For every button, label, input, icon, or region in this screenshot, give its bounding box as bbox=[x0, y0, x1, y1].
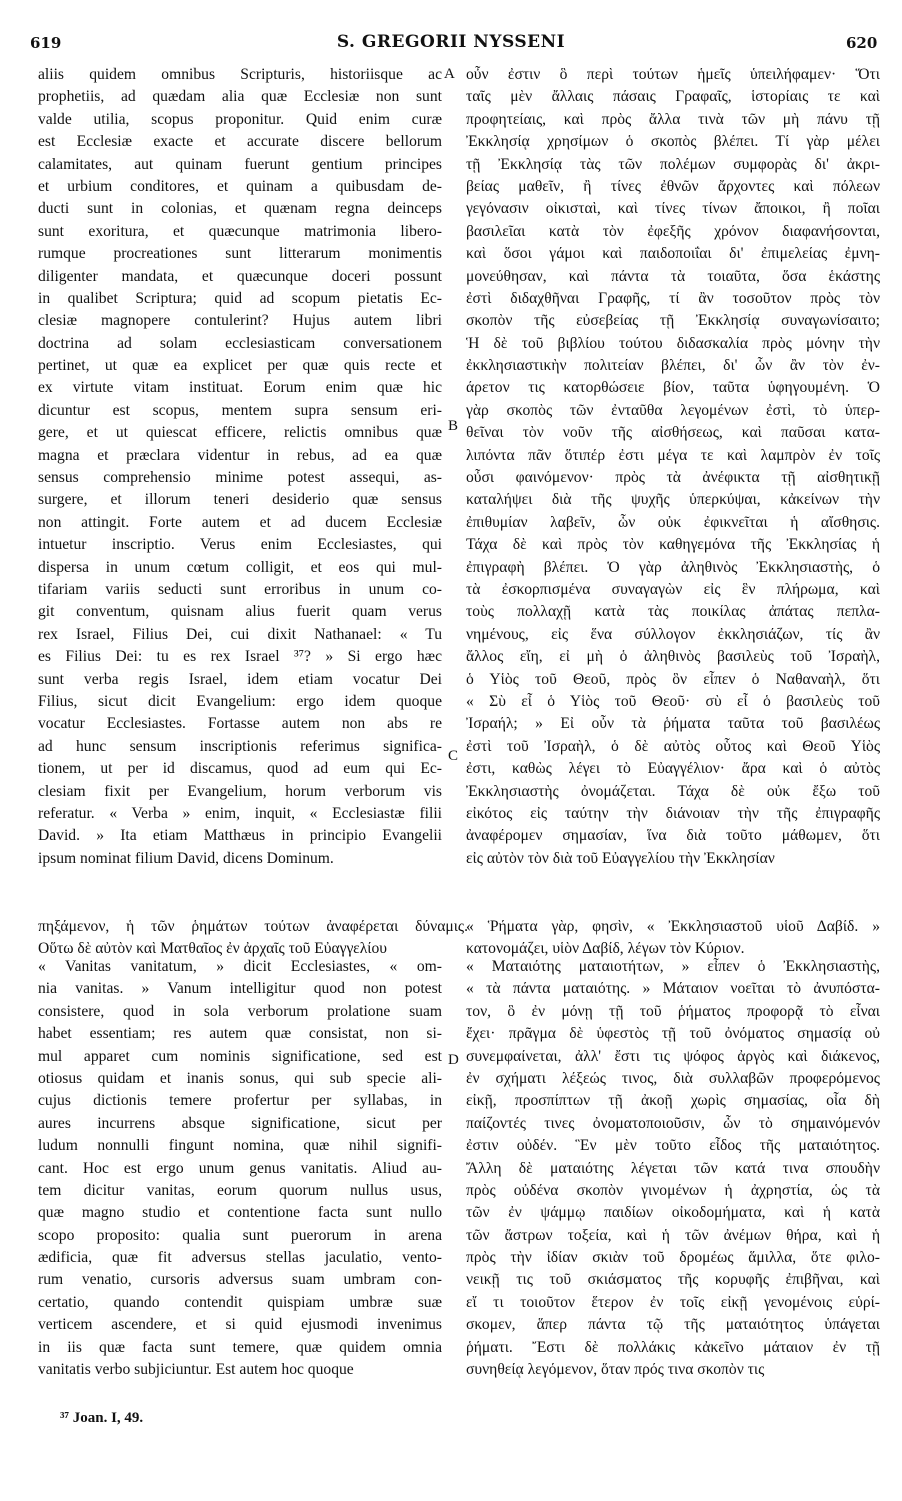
text-line: νημένους, εἰς ἕνα σύλλογον ἐκκλησιάζων, τίς ἂν bbox=[466, 625, 880, 643]
text-line: nia vanitas. » Vanum intelligitur quod non potest bbox=[38, 980, 442, 998]
text-line: ἐστὶ τοῦ Ἰσραὴλ, ὁ δὲ αὐτὸς οὗτος καὶ Θεοῦ Υἱὸς bbox=[466, 737, 880, 755]
text-line: προφητείαις, καὶ πρὸς ἄλλα τινὰ τῶν μὴ πάνυ τῇ bbox=[466, 110, 880, 128]
text-line: magna et præclara videntur in rebus, ad ea quæ bbox=[38, 446, 442, 464]
running-title: S. GREGORII NYSSENI bbox=[336, 32, 566, 52]
text-line: Τάχα δὲ καὶ πρὸς τὸν καθηγεμόνα τῆς Ἐκκλησίας ἡ bbox=[466, 536, 880, 554]
text-line: κατονομάζει, υἱὸν Δαβίδ, λέγων τὸν Κύριον. bbox=[466, 940, 745, 958]
text-line: οὖσι φαινόμενον· πρὸς τὰ ἀνέφικτα τῇ αἰσθητικῇ bbox=[466, 469, 880, 487]
text-line: Ἄλλη δὲ ματαιότης λέγεται τῶν κατά τινα σπουδὴν bbox=[466, 1159, 880, 1177]
text-line: Ἡ δὲ τοῦ βιβλίου τούτου διδασκαλία πρὸς μόνην τὴν bbox=[466, 334, 880, 352]
section-marker-b: B bbox=[448, 418, 459, 434]
text-line: ex virtute vitam instituat. Eorum enim quæ hic bbox=[38, 379, 442, 397]
text-line: ῥήματι. Ἔστι δὲ πολλάκις κἀκεῖνο μάταιον ἐν τῇ bbox=[466, 1338, 880, 1356]
text-line: Filius, sicut dicit Evangelium: ergo idem quoque bbox=[38, 692, 442, 710]
text-line: ἐπιθυμίαν λαβεῖν, ὧν οὐκ ἐφικνεῖται ἡ αἴσθησις. bbox=[466, 513, 880, 531]
page-number-left: 619 bbox=[30, 34, 62, 52]
text-line: θεῖναι τὸν νοῦν τῆς αἰσθήσεως, καὶ παῦσαι κατα- bbox=[466, 424, 880, 442]
text-line: otiosus quidam et inanis sonus, qui sub specie ali- bbox=[38, 1069, 442, 1087]
text-line: σκοπὸν τῆς εὐσεβείας τῇ Ἐκκλησίᾳ συναγωνίσαιτο; bbox=[466, 312, 880, 330]
text-line: doctrina ad solam ecclesiasticam conversationem bbox=[38, 334, 442, 352]
text-line: γὰρ σκοπὸς τῶν ἐνταῦθα λεγομένων ἐστὶ, τὸ ὑπερ- bbox=[466, 401, 880, 419]
text-line: quæ magno studio et contentione facta sunt nullo bbox=[38, 1204, 442, 1222]
text-line: « Ματαιότης ματαιοτήτων, » εἶπεν ὁ Ἐκκλησιαστὴς, bbox=[466, 958, 880, 975]
text-line: συνηθείᾳ λεγόμενον, ὅταν πρός τινα σκοπὸν τις bbox=[466, 1361, 765, 1379]
text-line: καταλήψει διὰ τῆς ψυχῆς ὑπερκύψαι, κἀκείνων τὴν bbox=[466, 491, 880, 509]
text-line: Οὕτω δὲ αὐτὸν καὶ Ματθαῖος ἐν ἀρχαῖς τοῦ Εὐαγγελίου bbox=[38, 940, 388, 958]
text-line: ἐκκλησιαστικὴν πολιτείαν βλέπει, δι' ὧν ἂν τὸν ἐν- bbox=[466, 357, 880, 375]
text-line: surgere, et illorum teneri desiderio quæ sensus bbox=[38, 491, 442, 509]
text-line: non attingit. Forte autem et ad ducem Ecclesiæ bbox=[38, 513, 442, 531]
text-line: τῇ Ἐκκλησίᾳ τὰς τῶν πολέμων συμφορὰς δι' ἀκρι- bbox=[466, 155, 880, 173]
text-line: in qualibet Scriptura; quid ad scopum pietatis Ec- bbox=[38, 289, 442, 307]
text-line: est Ecclesiæ exacte et accurate discere bellorum bbox=[38, 133, 442, 151]
text-line: πηξάμενον, ἡ τῶν ῥημάτων τούτων ἀναφέρεται δύναμις. bbox=[38, 918, 468, 935]
text-line: πρὸς οὐδένα σκοπὸν γινομένων ἡ ἀχρηστία, ὡς τὰ bbox=[466, 1181, 880, 1199]
text-line: vocatur Ecclesiastes. Fortasse autem non abs re bbox=[38, 715, 442, 733]
text-line: sunt exoritura, et quæcunque matrimonia libero- bbox=[38, 222, 442, 240]
text-line: valde utilia, scopus proponitur. Quid enim curæ bbox=[38, 110, 442, 128]
text-line: es Filius Dei: tu es rex Israel ³⁷? » Si ergo hæc bbox=[38, 648, 442, 666]
section-marker-a: A bbox=[444, 66, 455, 82]
text-line: καὶ ὅσοι γάμοι καὶ παιδοποιΐαι δι' ἐπιμελείας ἐμνη- bbox=[466, 245, 880, 263]
text-line: συνεμφαίνεται, ἀλλ' ἔστι τις ψόφος ἀργὸς καὶ διάκενος, bbox=[466, 1047, 880, 1065]
text-line: « Vanitas vanitatum, » dicit Ecclesiastes, « om- bbox=[38, 958, 442, 975]
text-line: tifariam variis seducti sunt erroribus in unum co- bbox=[38, 580, 442, 598]
text-line: τῶν ἄστρων τοξεία, καὶ ἡ τῶν ἀνέμων θήρα, καὶ ἡ bbox=[466, 1226, 880, 1244]
text-line: mul apparet cum nominis significatione, sed est bbox=[38, 1047, 442, 1065]
text-line: diligenter mandata, et quæcunque doceri possunt bbox=[38, 267, 442, 285]
text-line: ἀναφέρομεν σημασίαν, ἵνα διὰ τοῦτο μάθωμεν, ὅτι bbox=[466, 827, 880, 845]
text-line: clesiam fixit per Evangelium, horum verborum vis bbox=[38, 782, 442, 800]
text-line: μονεύθησαν, καὶ πάντα τὰ τοιαῦτα, ὅσα ἑκάστης bbox=[466, 267, 880, 285]
text-line: sunt verba regis Israel, idem etiam vocatur Dei bbox=[38, 670, 442, 688]
text-line: pertinet, ut quæ ea explicet per quæ quis recte et bbox=[38, 357, 442, 375]
text-line: ad hunc sensum inscriptionis referimus significa- bbox=[38, 737, 442, 755]
text-line: εἰκῇ, προσπίπτων τῇ ἀκοῇ χωρὶς σημασίας, οἷα δὴ bbox=[466, 1092, 880, 1110]
text-line: πρὸς τὴν ἰδίαν σκιὰν τοῦ δρομέως ἅμιλλα, ὅτε φιλο- bbox=[466, 1249, 880, 1267]
section-marker-c: C bbox=[448, 748, 459, 764]
text-line: ταῖς μὲν ἄλλαις πάσαις Γραφαῖς, ἱστορίαις τε καὶ bbox=[466, 88, 880, 106]
text-line: prophetiis, ad quædam alia quæ Ecclesiæ non sunt bbox=[38, 88, 442, 106]
text-line: βασιλεῖαι κατὰ τὸν ἐφεξῆς χρόνον διαφανήσονται, bbox=[466, 222, 880, 240]
text-line: consistere, quod in sola verborum prolatione suam bbox=[38, 1002, 442, 1020]
text-line: τον, ὃ ἐν μόνῃ τῇ τοῦ ῥήματος προφορᾷ τὸ εἶναι bbox=[466, 1002, 880, 1020]
text-line: « Σὺ εἶ ὁ Υἱὸς τοῦ Θεοῦ· σὺ εἶ ὁ βασιλεὺς τοῦ bbox=[466, 692, 880, 710]
text-line: rum venatio, cursoris adversus suam umbram con- bbox=[38, 1271, 442, 1289]
text-line: νεικῇ τις τοῦ σκιάσματος τῆς κορυφῆς ἐπιβῆναι, καὶ bbox=[466, 1271, 880, 1289]
text-line: ducti sunt in colonias, et quænam regna deinceps bbox=[38, 200, 442, 218]
text-line: ἔχει· πρᾶγμα δὲ ὑφεστὸς τῇ τοῦ ὀνόματος σημασίᾳ οὐ bbox=[466, 1025, 880, 1043]
greek-column-top bbox=[466, 64, 880, 870]
text-line: ludum nonnulli fingunt nomina, quæ nihil signifi- bbox=[38, 1137, 442, 1155]
text-line: ἐστὶ διδαχθῆναι Γραφῆς, τί ἂν τοσοῦτον πρὸς τὸν bbox=[466, 289, 880, 307]
text-line: Ἰσραήλ; » Εἰ οὖν τὰ ῥήματα ταῦτα τοῦ βασιλέως bbox=[466, 715, 880, 733]
text-line: τὰ ἐσκορπισμένα συναγαγὼν εἰς ἓν πλήρωμα, καὶ bbox=[466, 580, 880, 598]
text-line: Ἐκκλησίᾳ χρησίμων ὁ σκοπὸς βλέπει. Τί γὰρ μέλει bbox=[466, 133, 880, 151]
text-line: verticem ascendere, et si quid ejusmodi invenimus bbox=[38, 1316, 442, 1334]
text-line: rumque procreationes sunt litterarum monimentis bbox=[38, 245, 442, 263]
text-line: in iis quæ facta sunt temere, quæ quidem omnia bbox=[38, 1338, 442, 1356]
text-line: τοὺς πολλαχῇ κατὰ τὰς ποικίλας ἀπάτας πεπλα- bbox=[466, 603, 880, 621]
text-line: intuetur inscriptio. Verus enim Ecclesiastes, qui bbox=[38, 536, 442, 554]
text-line: βείας μαθεῖν, ἢ τίνες ἐθνῶν ἄρχοντες καὶ πόλεων bbox=[466, 177, 880, 195]
text-line: ἐστι, καθὼς λέγει τὸ Εὐαγγέλιον· ἄρα καὶ ὁ αὐτὸς bbox=[466, 760, 880, 778]
text-line: sensus comprehensio minime potest assequi, as- bbox=[38, 469, 442, 487]
text-line: λιπόντα πᾶν ὅτιπέρ ἐστι μέγα τε καὶ λαμπρὸν ἐν τοῖς bbox=[466, 446, 880, 464]
text-line: σκομεν, ἅπερ πάντα τῷ τῆς ματαιότητος ὑπάγεται bbox=[466, 1316, 880, 1334]
text-line: git conventum, quisnam alius fuerit quam verus bbox=[38, 603, 442, 621]
text-line: scopo proposito: qualia sunt puerorum in arena bbox=[38, 1226, 442, 1244]
text-line: dicuntur est scopus, mentem supra sensum eri- bbox=[38, 401, 442, 419]
latin-column-top bbox=[38, 64, 442, 870]
text-line: cant. Hoc est ergo unum genus vanitatis. Aliud au- bbox=[38, 1159, 442, 1177]
page-header bbox=[0, 0, 902, 60]
latin-column-bottom bbox=[38, 956, 442, 1381]
text-line: ædificia, quæ fit adversus stellas jaculatio, vento- bbox=[38, 1249, 442, 1267]
greek-column-bottom bbox=[466, 956, 880, 1381]
text-line: ἐστιν οὐδέν. Ἓν μὲν τοῦτο εἶδος τῆς ματαιότητος. bbox=[466, 1137, 880, 1155]
text-line: ἐν σχήματι λέξεώς τινος, διὰ συλλαβῶν προφερόμενος bbox=[466, 1069, 880, 1087]
text-line: ἐπιγραφὴ βλέπει. Ὁ γὰρ ἀληθινὸς Ἐκκλησιαστὴς, ὁ bbox=[466, 558, 880, 576]
text-line: clesiæ magnopere contulerint? Hujus autem libri bbox=[38, 312, 442, 330]
text-line: et urbium conditores, et quinam a quibusdam de- bbox=[38, 177, 442, 195]
text-line: tionem, ut per id discamus, quod ad eum qui Ec- bbox=[38, 760, 442, 778]
greek-spanning-lines-right bbox=[466, 916, 880, 961]
text-line: aures incurrens absque significatione, sicut per bbox=[38, 1114, 442, 1132]
text-line: dispersa in unum cœtum colligit, et eos qui mul- bbox=[38, 558, 442, 576]
text-line: aliis quidem omnibus Scripturis, historiisque ac bbox=[38, 66, 442, 83]
footnote: ³⁷ Joan. I, 49. bbox=[60, 1410, 144, 1426]
greek-spanning-lines bbox=[38, 916, 468, 961]
text-line: εἴ τι τοιοῦτον ἕτερον ἐν τοῖς εἰκῇ γενομένοις εὑρί- bbox=[466, 1293, 880, 1311]
text-line: τῶν ἐν ψάμμῳ παιδίων οἰκοδομήματα, καὶ ἡ κατὰ bbox=[466, 1204, 880, 1222]
text-line: David. » Ita etiam Matthæus in principio Evangelii bbox=[38, 827, 442, 845]
text-line: tem dicitur vanitas, eorum quorum nullus usus, bbox=[38, 1181, 442, 1199]
text-line: ipsum nominat filium David, dicens Dominum. bbox=[38, 849, 334, 867]
text-line: vanitatis verbo subjiciuntur. Est autem hoc quoque bbox=[38, 1361, 354, 1379]
text-line: οὖν ἐστιν ὃ περὶ τούτων ἡμεῖς ὑπειλήφαμεν· Ὅτι bbox=[466, 66, 880, 83]
text-line: Ἐκκλησιαστὴς ὀνομάζεται. Τάχα δὲ οὐκ ἔξω τοῦ bbox=[466, 782, 880, 800]
section-marker-d: D bbox=[448, 1052, 459, 1068]
text-line: εἰκότος εἰς ταύτην τὴν διάνοιαν τὴν τῆς ἐπιγραφῆς bbox=[466, 804, 880, 822]
text-line: cujus dictionis temere profertur per syllabas, in bbox=[38, 1092, 442, 1110]
text-line: « τὰ πάντα ματαιότης. » Μάταιον νοεῖται τὸ ἀνυπόστα- bbox=[466, 980, 880, 998]
text-line: rex Israel, Filius Dei, cui dixit Nathanael: « Tu bbox=[38, 625, 442, 643]
text-line: εἰς αὐτὸν τὸν διὰ τοῦ Εὐαγγελίου τὴν Ἐκκλησίαν bbox=[466, 849, 775, 867]
text-line: παίζοντές τινες ὀνοματοποιοῦσιν, ὧν τὸ σημαινόμενόν bbox=[466, 1114, 880, 1132]
text-line: referatur. « Verba » enim, inquit, « Ecclesiastæ filii bbox=[38, 804, 442, 822]
text-line: γεγόνασιν οἰκισταὶ, καὶ τίνες τίνων ἄποικοι, ἢ ποῖαι bbox=[466, 200, 880, 218]
text-line: ὁ Υἱὸς τοῦ Θεοῦ, πρὸς ὃν εἶπεν ὁ Ναθαναὴλ, ὅτι bbox=[466, 670, 880, 688]
text-line: gere, et ut quiescat efficere, relictis omnibus quæ bbox=[38, 424, 442, 442]
text-line: ἄλλος εἴη, εἰ μὴ ὁ ἀληθινὸς βασιλεὺς τοῦ Ἰσραὴλ, bbox=[466, 648, 880, 666]
text-line: certatio, quando contendit quispiam umbræ suæ bbox=[38, 1293, 442, 1311]
text-line: calamitates, aut quinam fuerunt gentium principes bbox=[38, 155, 442, 173]
text-line: άρετον τις κατορθώσειε βίον, ταῦτα ὑφηγουμένη. Ὁ bbox=[466, 379, 880, 397]
text-line: habet essentiam; res autem quæ consistat, non si- bbox=[38, 1025, 442, 1043]
page-number-right: 620 bbox=[846, 34, 878, 52]
text-line: « Ῥήματα γὰρ, φησὶν, « Ἐκκλησιαστοῦ υἱοῦ Δαβίδ. » bbox=[466, 918, 880, 935]
